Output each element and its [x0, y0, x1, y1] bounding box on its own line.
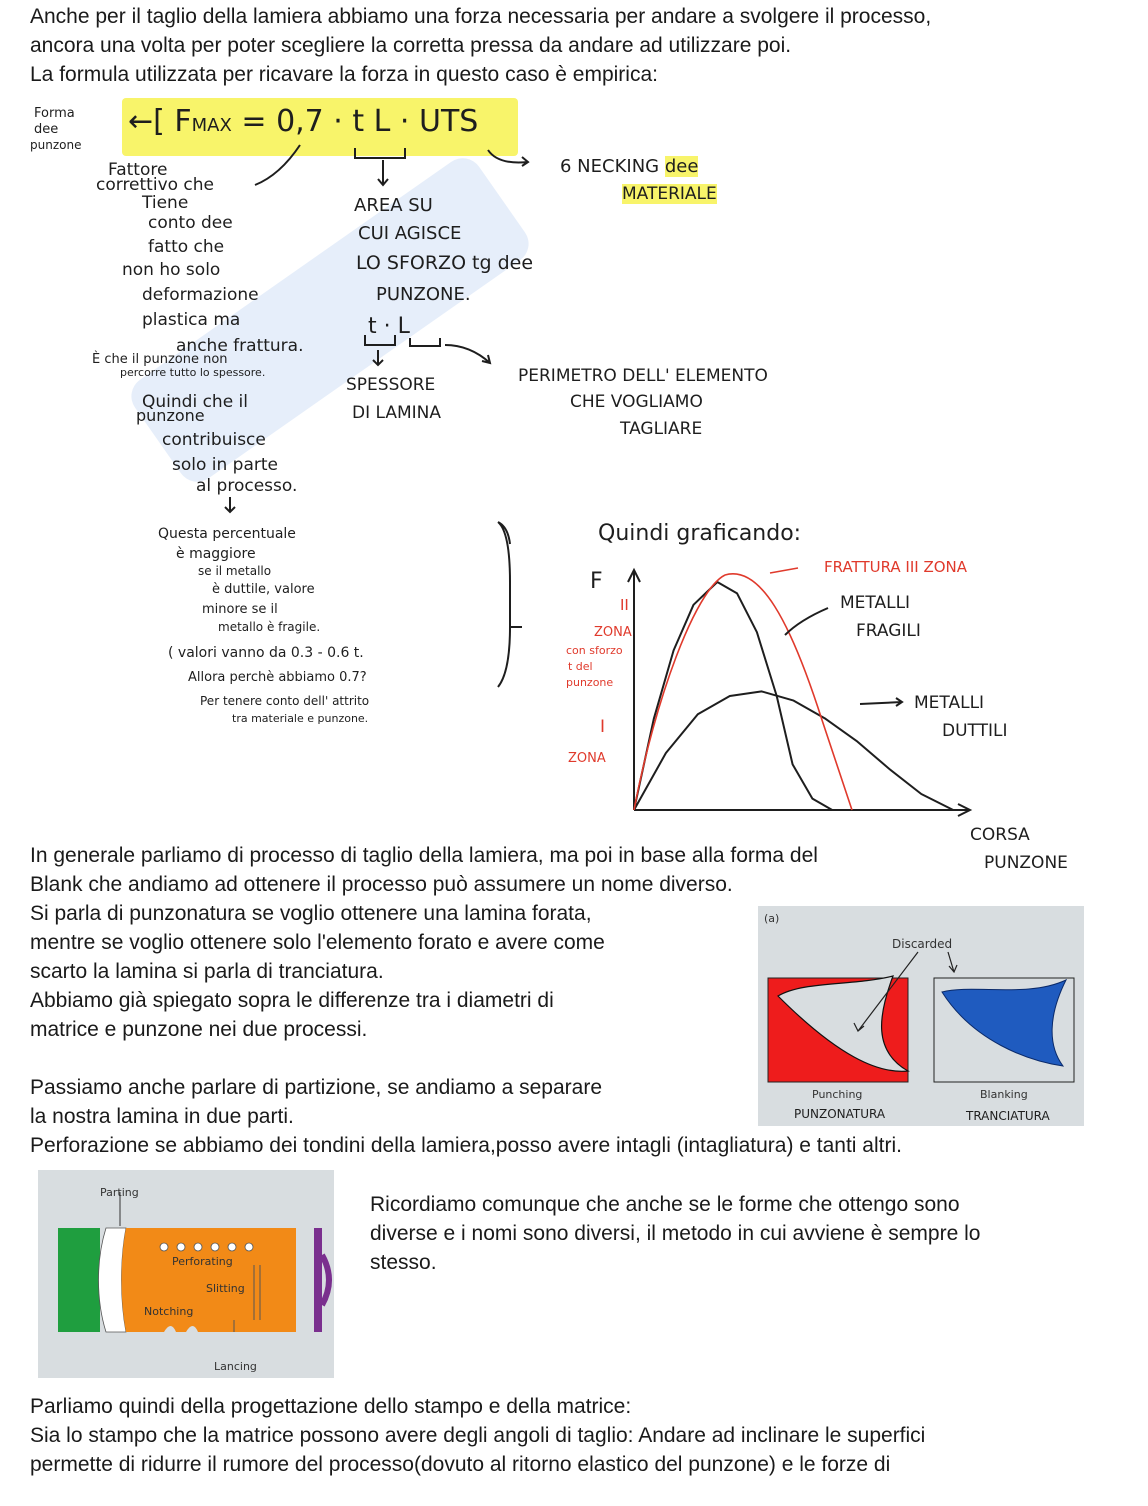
punzonatura-label: PUNZONATURA [794, 1107, 886, 1121]
para1-line-1: In generale parliamo di processo di taglio della lamiera, ma poi in base alla forma del [30, 844, 818, 867]
intro-line-2: ancora una volta per poter scegliere la corretta pressa da andare ad utilizzare poi. [30, 34, 792, 57]
discarded-label: Discarded [892, 937, 953, 951]
metalli-fragili-1: METALLI [840, 593, 911, 613]
blanking-label: Blanking [980, 1088, 1028, 1101]
svg-text:(a): (a) [764, 912, 780, 925]
y-axis-label: F [590, 569, 603, 594]
para5-line-1: Ricordiamo comunque che anche se le forme che ottengo sono [370, 1193, 960, 1216]
para6-line-3: permette di ridurre il rumore del processo(dovuto al ritorno elastico del punzone) e le forze di [30, 1453, 891, 1476]
x-label-2: PUNZONE [984, 853, 1068, 873]
notching-label: Notching [144, 1305, 194, 1318]
parting-label: Parting [100, 1186, 139, 1199]
para4: Perforazione se abbiamo dei tondini della lamiera,posso avere intagli (intagliatura) e tanti altri. [30, 1134, 902, 1157]
tranciatura-label: TRANCIATURA [966, 1109, 1050, 1123]
punching-blanking-figure [758, 906, 1084, 1126]
para6-line-1: Parliamo quindi della progettazione dello stampo e della matrice: [30, 1395, 632, 1418]
frattura-label: FRATTURA III ZONA [824, 558, 968, 576]
metalli-duttili-1: METALLI [914, 693, 985, 713]
para2-line-2: mentre se voglio ottenere solo l'elemento forato e avere come [30, 931, 605, 954]
para1-line-2: Blank che andiamo ad ottenere il processo può assumere un nome diverso. [30, 873, 733, 896]
intro-line-3: La formula utilizzata per ricavare la forza in questo caso è empirica: [30, 63, 658, 86]
fracture-envelope [634, 574, 852, 810]
series-line-duttili [634, 691, 953, 810]
para3-line-1: Passiamo anche parlare di partizione, se andiamo a separare [30, 1076, 602, 1099]
tl-note: t · L [368, 314, 410, 339]
metalli-fragili-2: FRAGILI [856, 621, 921, 641]
x-label-1: CORSA [970, 825, 1030, 845]
para2-line-1: Si parla di punzonatura se voglio ottenere una lamina forata, [30, 902, 592, 925]
lancing-label: Lancing [214, 1360, 257, 1373]
para6-line-2: Sia lo stampo che la matrice possono avere degli angoli di taglio: Andare ad inclinare le superfici [30, 1424, 926, 1447]
perforating-label: Perforating [172, 1255, 233, 1268]
metalli-duttili-2: DUTTILI [942, 721, 1008, 741]
chart-title: Quindi graficando: [598, 521, 802, 546]
sfondo-1: con sforzo [566, 644, 623, 657]
zona1-label: ZONA [568, 751, 606, 766]
zona2-roman: II [620, 596, 629, 614]
formula: ←[ FMAX = 0,7 · t L · UTS [128, 104, 479, 139]
sfondo-3: punzone [566, 676, 614, 689]
intro-line-1: Anche per il taglio della lamiera abbiamo una forza necessaria per andare a svolgere il processo, [30, 5, 932, 28]
zona1-roman: I [600, 717, 606, 737]
para3-line-2: la nostra lamina in due parti. [30, 1105, 294, 1128]
para2-line-4: Abbiamo già spiegato sopra le differenze tra i diametri di [30, 989, 554, 1012]
cutting-operations-figure [38, 1170, 334, 1378]
para5-line-3: stesso. [370, 1251, 437, 1274]
force-stroke-chart [560, 510, 1080, 880]
slitting-label: Slitting [206, 1282, 245, 1295]
para2-line-3: scarto la lamina si parla di tranciatura. [30, 960, 384, 983]
para2-line-5: matrice e punzone nei due processi. [30, 1018, 368, 1041]
sfondo-2: t del [568, 660, 593, 673]
para5-line-2: diverse e i nomi sono diversi, il metodo in cui avviene è sempre lo [370, 1222, 981, 1245]
punching-label: Punching [812, 1088, 863, 1101]
zona2-label: ZONA [594, 625, 632, 640]
